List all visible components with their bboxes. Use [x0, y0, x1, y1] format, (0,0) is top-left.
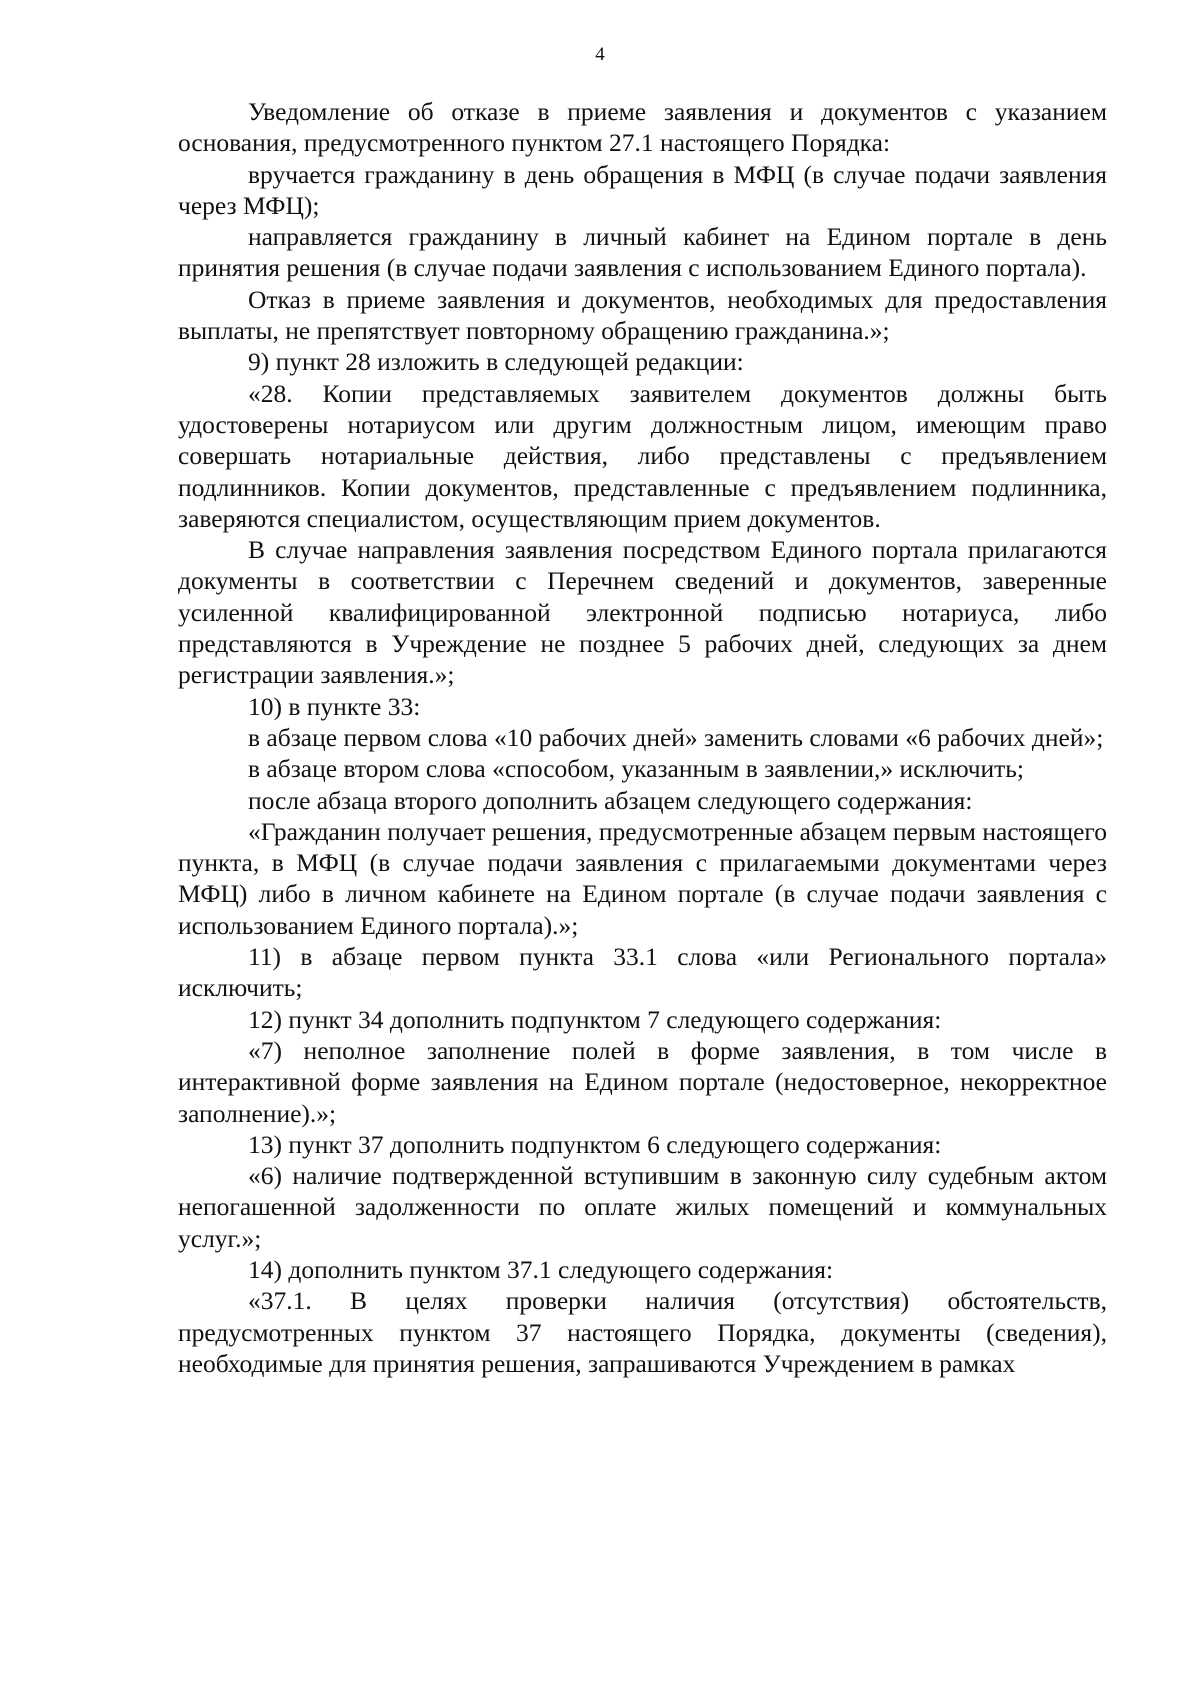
paragraph-item-9: 9) пункт 28 изложить в следующей редакции:	[248, 347, 744, 377]
paragraph-handed-in-mfc: вручается гражданину в день обращения в МФЦ (в случае подачи заявления через МФЦ);	[178, 159, 1107, 220]
document-body	[178, 96, 1107, 1379]
paragraph-subitem-6: «6) наличие подтвержденной вступившим в законную силу судебным актом непогашенной задолженности по оплате жилых помещений и коммунальных услуг.»;	[178, 1161, 1107, 1253]
paragraph-after-second: после абзаца второго дополнить абзацем следующего содержания:	[248, 785, 973, 815]
paragraph-citizen-receives: «Гражданин получает решения, предусмотренные абзацем первым настоящего пункта, в МФЦ (в случае подачи заявления с прилагаемыми документами через МФЦ) либо в личном кабинете на Едином портале (в случае подачи заявления с использованием Единого портала).»;	[178, 816, 1107, 940]
paragraph-item-13: 13) пункт 37 дополнить подпунктом 6 следующего содержания:	[248, 1129, 942, 1159]
paragraph-first-subparagraph: в абзаце первом слова «10 рабочих дней» заменить словами «6 рабочих дней»;	[248, 722, 1104, 752]
paragraph-item-11: 11) в абзаце первом пункта 33.1 слова «или Регионального портала» исключить;	[178, 942, 1107, 1003]
paragraph-single-portal-docs: В случае направления заявления посредством Единого портала прилагаются документы в соответствии с Перечнем сведений и документов, заверенные усиленной квалифицированной электронной подписью нотариуса, либо представляются в Учреждение не позднее 5 рабочих дней, следующих за днем регистрации заявления.»;	[178, 535, 1107, 690]
page-number: 4	[595, 44, 605, 65]
paragraph-item-12: 12) пункт 34 дополнить подпунктом 7 следующего содержания:	[248, 1004, 942, 1034]
paragraph-refusal-notice: Уведомление об отказе в приеме заявления и документов с указанием основания, предусмотренного пунктом 27.1 настоящего Порядка:	[178, 97, 1107, 158]
paragraph-item-14: 14) дополнить пунктом 37.1 следующего содержания:	[248, 1254, 834, 1284]
paragraph-subitem-7: «7) неполное заполнение полей в форме заявления, в том числе в интерактивной форме заявления на Едином портале (недостоверное, некорректное заполнение).»;	[178, 1035, 1107, 1128]
paragraph-refusal-not-preventing: Отказ в приеме заявления и документов, необходимых для предоставления выплаты, не препятствует повторному обращению гражданина.»;	[178, 284, 1107, 346]
paragraph-point-28: «28. Копии представляемых заявителем документов должны быть удостоверены нотариусом или другим должностным лицом, имеющим право совершать нотариальные действия, либо представлены с предъявлением подлинников. Копии документов, представленные с предъявлением подлинника, заверяются специалистом, осуществляющим прием документов.	[178, 378, 1107, 533]
paragraph-second-subparagraph: в абзаце втором слова «способом, указанным в заявлении,» исключить;	[248, 754, 1025, 784]
paragraph-sent-to-cabinet: направляется гражданину в личный кабинет на Едином портале в день принятия решения (в случае подачи заявления с использованием Единого портала).	[178, 222, 1107, 283]
paragraph-point-37-1: «37.1. В целях проверки наличия (отсутствия) обстоятельств, предусмотренных пунктом 37 настоящего Порядка, документы (сведения), необходимые для принятия решения, запрашиваются Учреждением в рамках	[178, 1286, 1107, 1378]
paragraph-item-10: 10) в пункте 33:	[248, 691, 421, 721]
